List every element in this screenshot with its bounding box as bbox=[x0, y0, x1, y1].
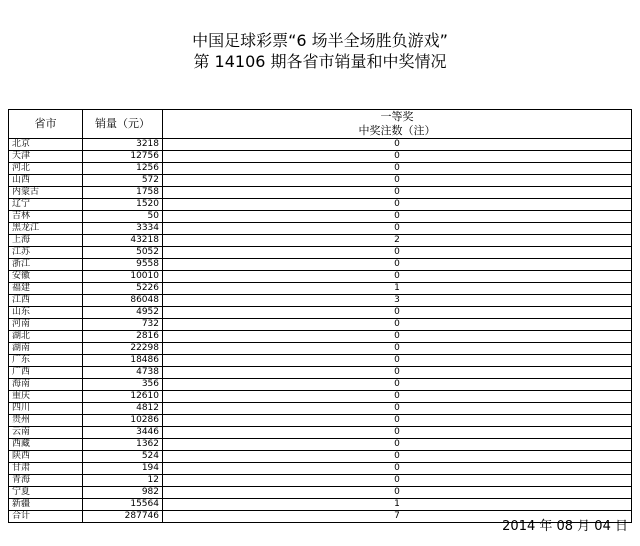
province-cell: 贵州 bbox=[9, 415, 83, 427]
winners-cell: 0 bbox=[163, 403, 632, 415]
province-cell: 山西 bbox=[9, 175, 83, 187]
table-row bbox=[9, 211, 632, 223]
header-first-prize bbox=[163, 110, 632, 139]
winners-cell: 0 bbox=[163, 427, 632, 439]
winners-cell: 0 bbox=[163, 187, 632, 199]
table-row bbox=[9, 151, 632, 163]
winners-cell: 1 bbox=[163, 283, 632, 295]
sales-cell: 3446 bbox=[83, 427, 163, 439]
title-line-2: 第 14106 期各省市销量和中奖情况 bbox=[193, 52, 447, 71]
province-cell: 上海 bbox=[9, 235, 83, 247]
province-cell: 宁夏 bbox=[9, 487, 83, 499]
sales-cell: 3334 bbox=[83, 223, 163, 235]
table-row bbox=[9, 487, 632, 499]
header-province: 省市 bbox=[9, 110, 83, 139]
province-cell: 江苏 bbox=[9, 247, 83, 259]
sales-cell: 356 bbox=[83, 379, 163, 391]
table-row bbox=[9, 415, 632, 427]
sales-cell: 572 bbox=[83, 175, 163, 187]
sales-cell: 12610 bbox=[83, 391, 163, 403]
sales-cell: 43218 bbox=[83, 235, 163, 247]
header-prize-tier: 一等奖 bbox=[380, 110, 414, 123]
sales-cell: 1256 bbox=[83, 163, 163, 175]
province-cell: 天津 bbox=[9, 151, 83, 163]
province-cell: 安徽 bbox=[9, 271, 83, 283]
winners-cell: 0 bbox=[163, 307, 632, 319]
table-row bbox=[9, 223, 632, 235]
sales-cell: 1520 bbox=[83, 199, 163, 211]
winners-cell: 0 bbox=[163, 367, 632, 379]
province-cell: 四川 bbox=[9, 403, 83, 415]
winners-cell: 0 bbox=[163, 259, 632, 271]
winners-cell: 0 bbox=[163, 475, 632, 487]
sales-cell: 12756 bbox=[83, 151, 163, 163]
province-cell: 广东 bbox=[9, 355, 83, 367]
province-cell: 内蒙古 bbox=[9, 187, 83, 199]
sales-table-body bbox=[9, 110, 632, 523]
province-cell: 湖北 bbox=[9, 331, 83, 343]
province-cell: 广西 bbox=[9, 367, 83, 379]
title-line-1: 中国足球彩票“6 场半全场胜负游戏” bbox=[192, 31, 448, 50]
winners-cell: 0 bbox=[163, 319, 632, 331]
winners-cell: 0 bbox=[163, 331, 632, 343]
table-row bbox=[9, 139, 632, 151]
table-row bbox=[9, 379, 632, 391]
province-cell: 陕西 bbox=[9, 451, 83, 463]
table-row bbox=[9, 199, 632, 211]
table-row bbox=[9, 283, 632, 295]
sales-table bbox=[8, 109, 632, 523]
province-cell: 辽宁 bbox=[9, 199, 83, 211]
winners-cell: 0 bbox=[163, 199, 632, 211]
table-row bbox=[9, 187, 632, 199]
winners-cell: 0 bbox=[163, 247, 632, 259]
header-sales: 销量（元） bbox=[83, 110, 163, 139]
sales-cell: 194 bbox=[83, 463, 163, 475]
province-cell: 河北 bbox=[9, 163, 83, 175]
winners-cell: 0 bbox=[163, 463, 632, 475]
table-row bbox=[9, 499, 632, 511]
winners-cell: 0 bbox=[163, 415, 632, 427]
report-date: 2014 年 08 月 04 日 bbox=[502, 519, 628, 534]
province-cell: 福建 bbox=[9, 283, 83, 295]
province-cell: 湖南 bbox=[9, 343, 83, 355]
sales-cell: 5052 bbox=[83, 247, 163, 259]
sales-cell: 2816 bbox=[83, 331, 163, 343]
sales-cell: 86048 bbox=[83, 295, 163, 307]
table-row bbox=[9, 331, 632, 343]
table-row bbox=[9, 475, 632, 487]
winners-cell: 0 bbox=[163, 439, 632, 451]
sales-cell: 4738 bbox=[83, 367, 163, 379]
table-row bbox=[9, 391, 632, 403]
winners-cell: 0 bbox=[163, 379, 632, 391]
sales-cell: 15564 bbox=[83, 499, 163, 511]
province-cell: 河南 bbox=[9, 319, 83, 331]
province-cell: 山东 bbox=[9, 307, 83, 319]
winners-cell: 0 bbox=[163, 271, 632, 283]
table-row bbox=[9, 355, 632, 367]
sales-cell: 982 bbox=[83, 487, 163, 499]
province-cell: 吉林 bbox=[9, 211, 83, 223]
winners-cell: 0 bbox=[163, 163, 632, 175]
header-winners: 中奖注数（注） bbox=[358, 124, 436, 137]
header-row bbox=[9, 110, 632, 139]
province-cell: 浙江 bbox=[9, 259, 83, 271]
province-cell: 西藏 bbox=[9, 439, 83, 451]
table-row bbox=[9, 295, 632, 307]
winners-cell: 3 bbox=[163, 295, 632, 307]
table-row bbox=[9, 247, 632, 259]
table-row bbox=[9, 427, 632, 439]
sales-cell: 1758 bbox=[83, 187, 163, 199]
table-row bbox=[9, 319, 632, 331]
table-row bbox=[9, 343, 632, 355]
table-row bbox=[9, 451, 632, 463]
winners-cell: 0 bbox=[163, 223, 632, 235]
winners-cell: 0 bbox=[163, 451, 632, 463]
province-cell: 合计 bbox=[9, 511, 83, 523]
sales-cell: 10286 bbox=[83, 415, 163, 427]
winners-cell: 0 bbox=[163, 343, 632, 355]
province-cell: 青海 bbox=[9, 475, 83, 487]
table-row bbox=[9, 439, 632, 451]
table-row bbox=[9, 163, 632, 175]
table-row bbox=[9, 463, 632, 475]
winners-cell: 7 bbox=[163, 511, 632, 523]
province-cell: 甘肃 bbox=[9, 463, 83, 475]
winners-cell: 0 bbox=[163, 211, 632, 223]
province-cell: 云南 bbox=[9, 427, 83, 439]
province-cell: 江西 bbox=[9, 295, 83, 307]
table-row bbox=[9, 367, 632, 379]
sales-cell: 732 bbox=[83, 319, 163, 331]
table-row bbox=[9, 307, 632, 319]
winners-cell: 0 bbox=[163, 175, 632, 187]
sales-cell: 12 bbox=[83, 475, 163, 487]
sales-cell: 3218 bbox=[83, 139, 163, 151]
sales-cell: 22298 bbox=[83, 343, 163, 355]
province-cell: 北京 bbox=[9, 139, 83, 151]
winners-cell: 0 bbox=[163, 391, 632, 403]
province-cell: 黑龙江 bbox=[9, 223, 83, 235]
sales-cell: 287746 bbox=[83, 511, 163, 523]
province-cell: 海南 bbox=[9, 379, 83, 391]
province-cell: 新疆 bbox=[9, 499, 83, 511]
sales-cell: 18486 bbox=[83, 355, 163, 367]
winners-cell: 1 bbox=[163, 499, 632, 511]
sales-cell: 1362 bbox=[83, 439, 163, 451]
table-row bbox=[9, 175, 632, 187]
table-row bbox=[9, 271, 632, 283]
sales-cell: 5226 bbox=[83, 283, 163, 295]
winners-cell: 2 bbox=[163, 235, 632, 247]
winners-cell: 0 bbox=[163, 139, 632, 151]
winners-cell: 0 bbox=[163, 487, 632, 499]
sales-cell: 524 bbox=[83, 451, 163, 463]
sales-cell: 4812 bbox=[83, 403, 163, 415]
province-cell: 重庆 bbox=[9, 391, 83, 403]
sales-cell: 9558 bbox=[83, 259, 163, 271]
sales-cell: 10010 bbox=[83, 271, 163, 283]
table-row bbox=[9, 403, 632, 415]
table-row bbox=[9, 235, 632, 247]
sales-cell: 4952 bbox=[83, 307, 163, 319]
sales-cell: 50 bbox=[83, 211, 163, 223]
table-row bbox=[9, 259, 632, 271]
winners-cell: 0 bbox=[163, 355, 632, 367]
winners-cell: 0 bbox=[163, 151, 632, 163]
